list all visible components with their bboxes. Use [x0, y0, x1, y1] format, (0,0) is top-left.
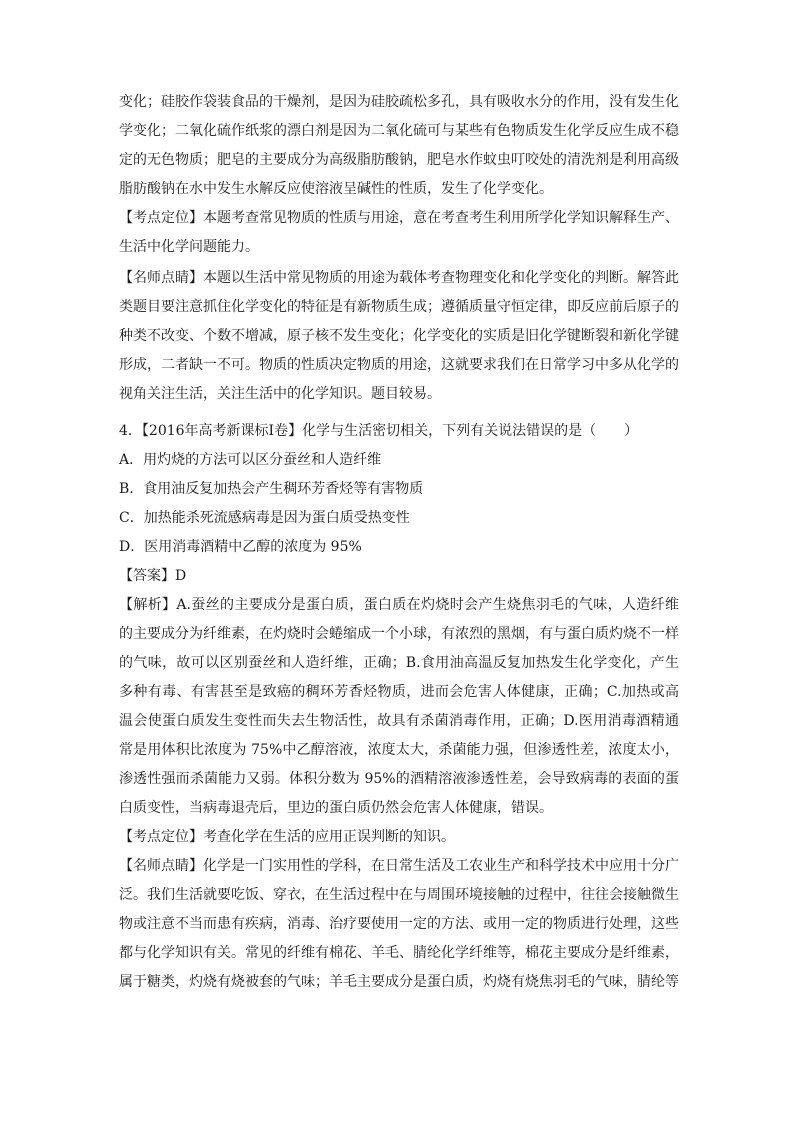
kaodian-section-2	[119, 823, 679, 852]
mingshi-label-2: 【名师点睛】	[119, 858, 203, 874]
mingshi-text-1: 本题以生活中常见物质的用途为载体考查物理变化和化学变化的判断。解答此类题目要注意抓住化学变化的特征是有新物质生成；遵循质量守恒定律，即反应前后原子的种类不改变、个数不增减，原子核不发生变化；化学变化的实质是旧化学键断裂和新化学键形成，二者缺一不可。物质的性质决定物质的用途，这就要求我们在日常学习中多从化学的视角关注生活，关注生活中的化学知识。题目较易。	[119, 270, 679, 402]
answer-line	[119, 562, 679, 591]
question-source: 【2016年高考新课标Ⅰ卷】	[141, 423, 303, 439]
question-number: 4．	[119, 423, 142, 439]
mingshi-section-1	[119, 264, 679, 409]
option-b: B．食用油反复加热会产生稠环芳香烃等有害物质	[119, 481, 424, 497]
jiexi-section	[119, 591, 679, 823]
jiexi-text: A.蚕丝的主要成分是蛋白质，蛋白质在灼烧时会产生烧焦羽毛的气味，人造纤维的主要成分为纤维素，在灼烧时会蜷缩成一个小球，有浓烈的黑烟，有与蛋白质灼烧不一样的气味，故可以区别蚕丝和人造纤维，正确；B.食用油高温反复加热发生化学变化，产生多种有毒、有害甚至是致癌的稠环芳香烃物质，进而会危害人体健康，正确；C.加热或高温会使蛋白质发生变性而失去生物活性，故具有杀菌消毒作用，正确；D.医用消毒酒精通常是用体积比浓度为 75%中乙醇溶液，浓度太大，杀菌能力强，但渗透性差，浓度太小，渗透性强而杀菌能力又弱。体积分数为 95%的酒精溶液渗透性差，会导致病毒的表面的蛋白质变性，当病毒退壳后，里边的蛋白质仍然会危害人体健康，错误。	[119, 597, 680, 816]
kaodian-label-2: 【考点定位】	[119, 829, 203, 845]
intro-paragraph: 变化；硅胶作袋装食品的干燥剂，是因为硅胶疏松多孔，具有吸收水分的作用，没有发生化学变化；二氧化硫作纸浆的漂白剂是因为二氧化硫可与某些有色物质发生化学反应生成不稳定的无色物质；肥皂的主要成分为高级脂肪酸钠，肥皂水作蚊虫叮咬处的清洗剂是利用高级脂肪酸钠在水中发生水解反应使溶液呈碱性的性质，发生了化学变化。	[119, 94, 679, 197]
kaodian-label-1: 【考点定位】	[119, 210, 203, 226]
question-stem	[119, 417, 679, 446]
document-page	[119, 88, 679, 997]
kaodian-section-1	[119, 204, 679, 262]
kaodian-text-2: 考查化学在生活的应用正误判断的知识。	[203, 829, 455, 845]
jiexi-label: 【解析】	[119, 597, 177, 613]
mingshi-label-1: 【名师点睛】	[119, 270, 203, 286]
question-text: 化学与生活密切相关，下列有关说法错误的是（ ）	[302, 423, 639, 439]
answer-value: D	[175, 568, 187, 584]
mingshi-section-2	[119, 852, 679, 997]
mingshi-text-2: 化学是一门实用性的学科，在日常生活及工农业生产和科学技术中应用十分广泛。我们生活就要吃饭、穿衣，在生活过程中在与周围环境接触的过程中，往往会接触微生物或注意不当而患有疾病，消毒、治疗要使用一定的方法、或用一定的物质进行处理，这些都与化学知识有关。常见的纤维有棉花、羊毛、腈纶化学纤维等，棉花主要成分是纤维素，属于糖类，灼烧有烧被套的气味；羊毛主要成分是蛋白质，灼烧有烧焦羽毛的气味，腈纶等	[119, 858, 679, 990]
option-d: D．医用消毒酒精中乙醇的浓度为 95%	[119, 539, 362, 555]
kaodian-text-1: 本题考查常见物质的性质与用途，意在考查考生利用所学化学知识解释生产、生活中化学问题能力。	[119, 210, 679, 255]
option-a: A．用灼烧的方法可以区分蚕丝和人造纤维	[119, 452, 382, 468]
option-c: C．加热能杀死流感病毒是因为蛋白质受热变性	[119, 510, 410, 526]
answer-label: 【答案】	[119, 568, 175, 584]
